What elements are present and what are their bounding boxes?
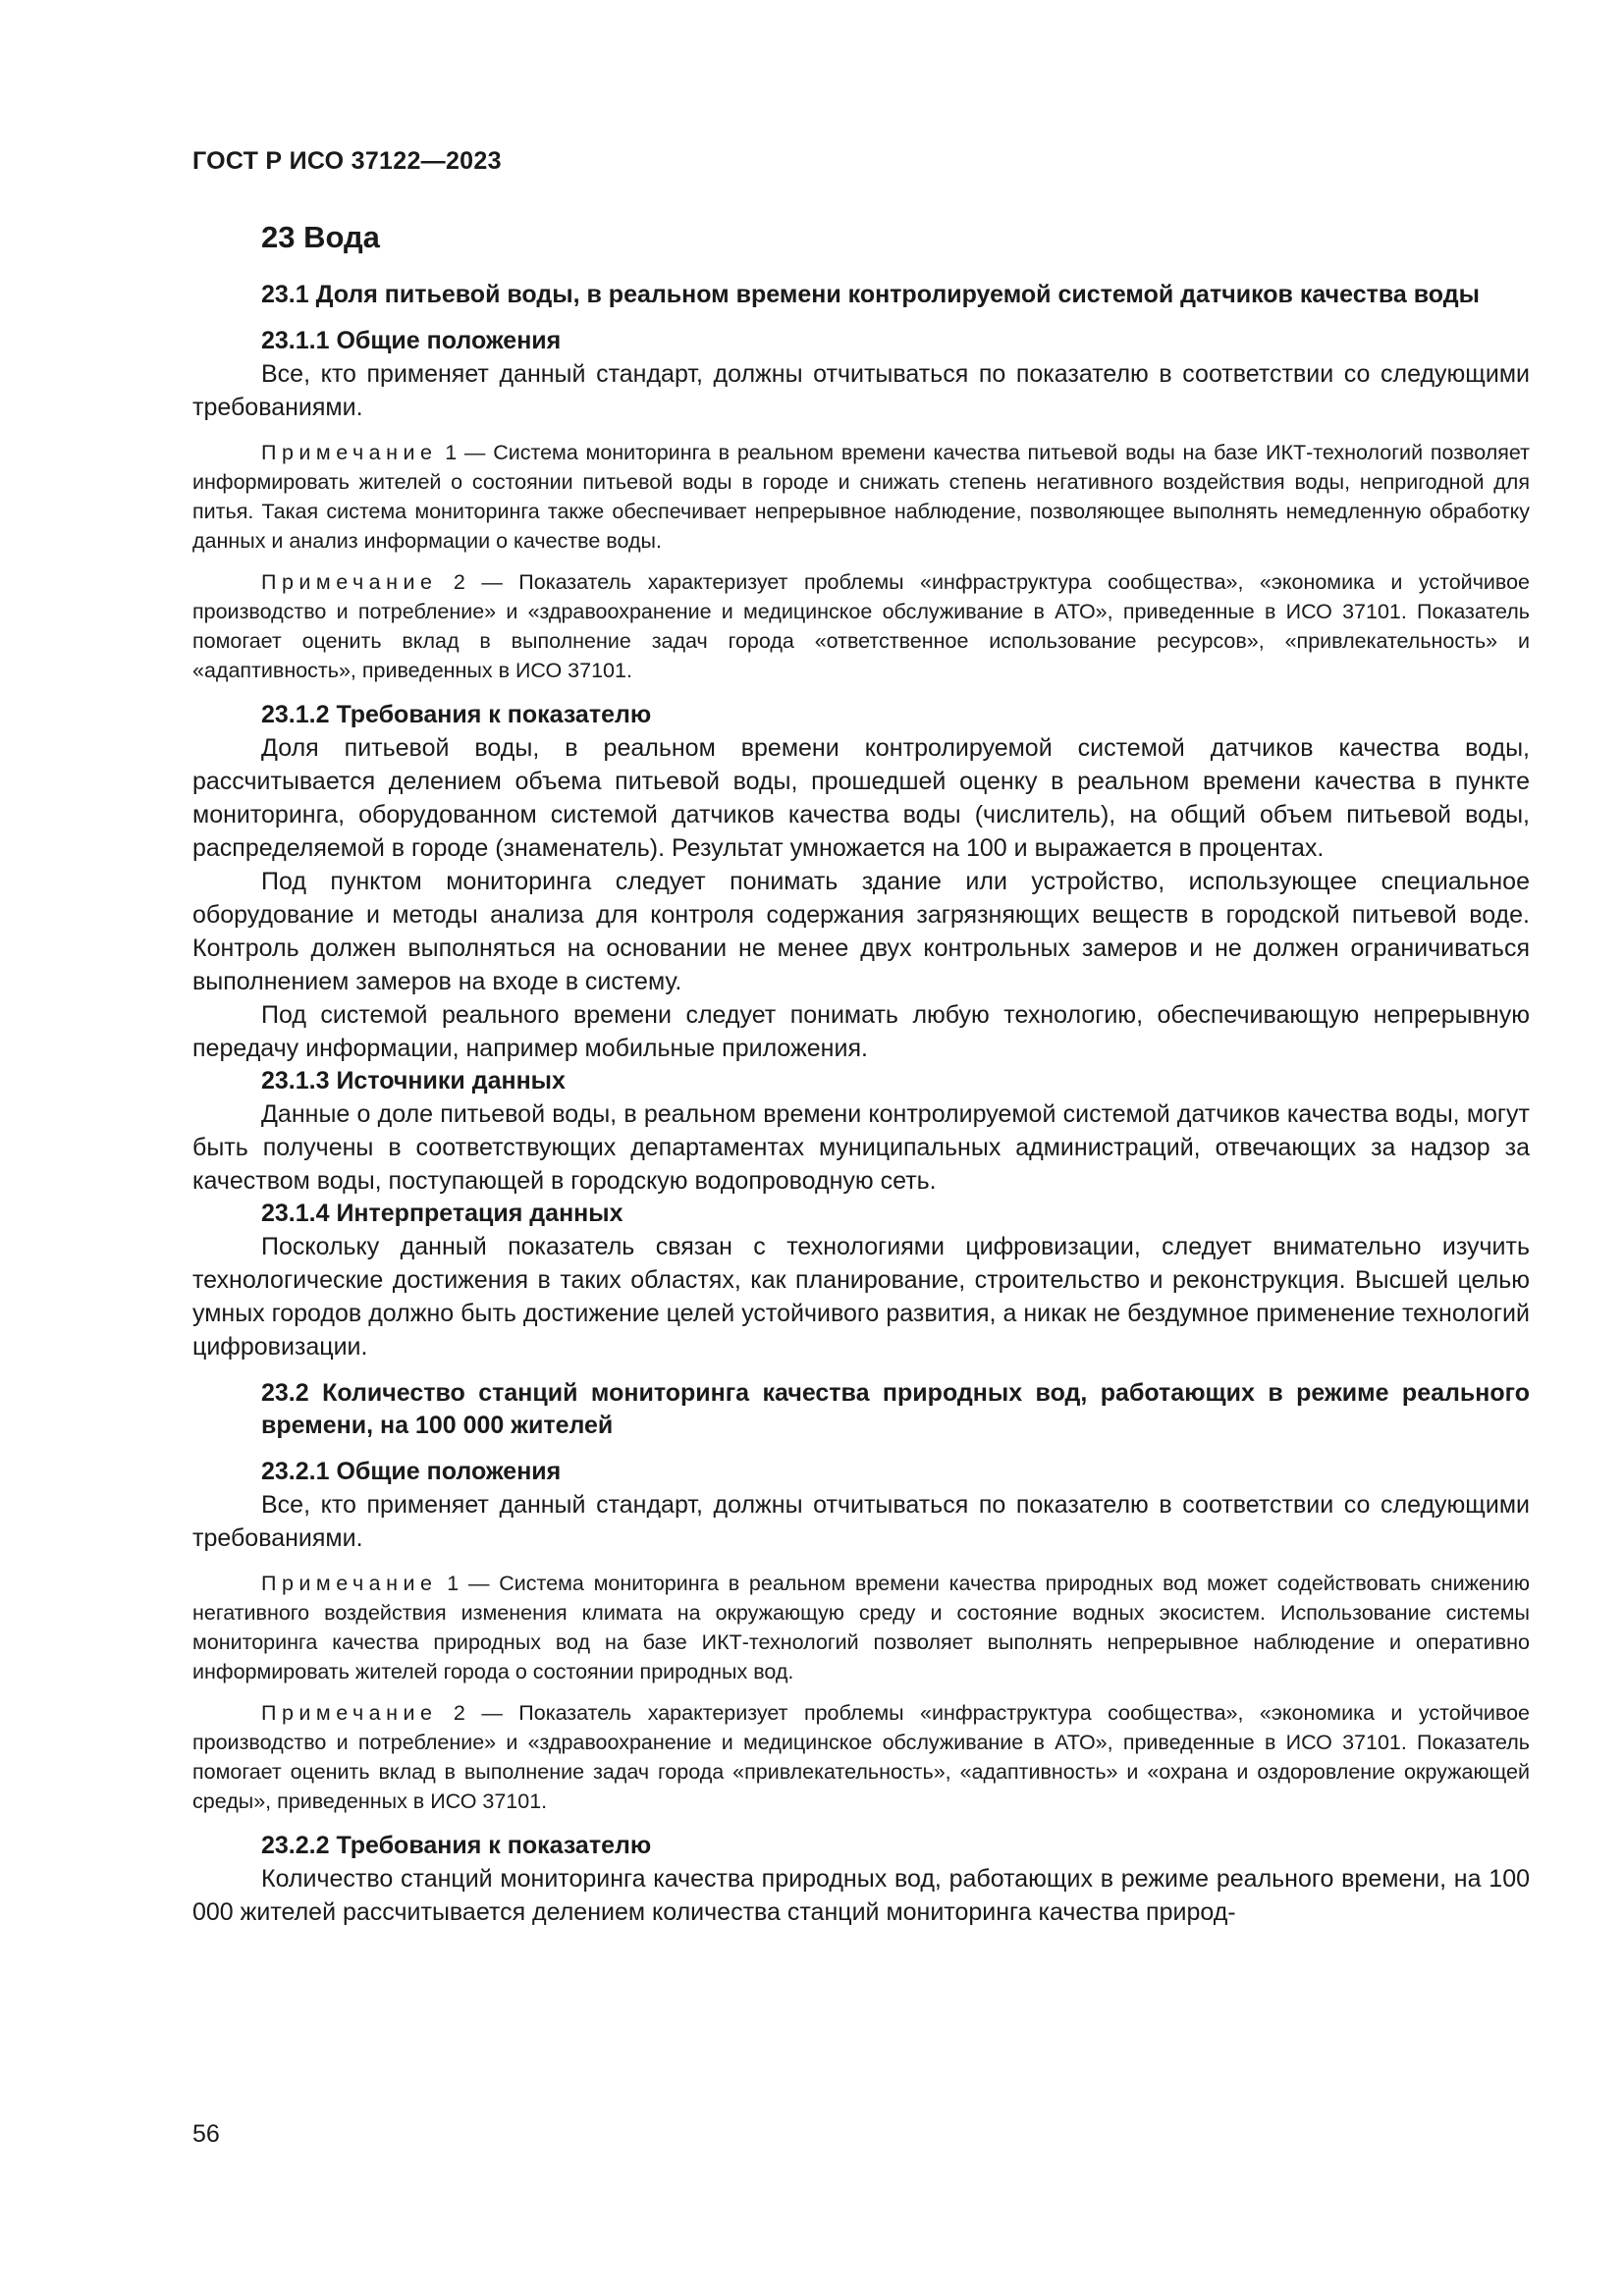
- page-number: 56: [192, 2120, 220, 2148]
- note-23-1-1-1: [192, 438, 1530, 556]
- clause-23-1-2-p3: Под системой реального времени следует понимать любую технологию, обеспечивающую непрерывную передачу информации, например мобильные приложения.: [192, 1001, 1530, 1062]
- clause-23-1-1-text: Все, кто применяет данный стандарт, должны отчитываться по показателю в соответствии со следующими требованиями.: [192, 360, 1530, 421]
- note-text: 1 — Система мониторинга в реальном времени качества природных вод может содействовать снижению негативного воздействия изменения климата на окружающую среду и состояние водных экосистем. Использование системы мониторинга качества природных вод на базе ИКТ-технологий позволяет выполнять непрерывное наблюдение и оперативно информировать жителей города о состоянии природных вод.: [192, 1572, 1530, 1683]
- clause-23-1-4-title: 23.1.4 Интерпретация данных: [261, 1200, 623, 1227]
- note-label: Примечание: [261, 1572, 438, 1595]
- subsection-23-2-title: 23.2 Количество станций мониторинга качества природных вод, работающих в режиме реального времени, на 100 000 жителей: [261, 1379, 1530, 1439]
- clause-23-1-2-title: 23.1.2 Требования к показателю: [261, 701, 652, 728]
- note-23-1-1-2: [192, 567, 1530, 685]
- clause-23-1-3-text: Данные о доле питьевой воды, в реальном времени контролируемой системой датчиков качества воды, могут быть получены в соответствующих департаментах муниципальных администраций, отвечающих за надзор за качеством воды, поступающей в городскую водопроводную сеть.: [192, 1100, 1530, 1195]
- note-text: 2 — Показатель характеризует проблемы «инфраструктура сообщества», «экономика и устойчивое производство и потребление» и «здравоохранение и медицинское обслуживание в АТО», приведенные в ИСО 37101. Показатель помогает оценить вклад в выполнение задач города «ответственное использование ресурсов», «привлекательность» и «адаптивность», приведенных в ИСО 37101.: [192, 570, 1530, 682]
- document-body: [192, 218, 1530, 1929]
- clause-23-1-2-p2: Под пунктом мониторинга следует понимать здание или устройство, использующее специальное оборудование и методы анализа для контроля содержания загрязняющих веществ в городской питьевой воде. Контроль должен выполняться на основании не менее двух контрольных замеров и не должен ограничиваться выполнением замеров на входе в систему.: [192, 868, 1530, 995]
- clause-23-1-1-title: 23.1.1 Общие положения: [261, 327, 562, 354]
- note-label: Примечание: [261, 441, 438, 464]
- clause-23-2-1-text: Все, кто применяет данный стандарт, должны отчитываться по показателю в соответствии со следующими требованиями.: [192, 1491, 1530, 1552]
- note-text: 2 — Показатель характеризует проблемы «инфраструктура сообщества», «экономика и устойчивое производство и потребление» и «здравоохранение и медицинское обслуживание в АТО», приведенные в ИСО 37101. Показатель помогает оценить вклад в выполнение задач города «привлекательность», «адаптивность» и «охрана и оздоровление окружающей среды», приведенных в ИСО 37101.: [192, 1701, 1530, 1813]
- standard-header: ГОСТ Р ИСО 37122—2023: [192, 147, 502, 175]
- note-23-2-1-2: [192, 1698, 1530, 1816]
- subsection-23-1-title: 23.1 Доля питьевой воды, в реальном времени контролируемой системой датчиков качества воды: [261, 281, 1480, 308]
- clause-23-1-4-text: Поскольку данный показатель связан с технологиями цифровизации, следует внимательно изучить технологические достижения в таких областях, как планирование, строительство и реконструкция. Высшей целью умных городов должно быть достижение целей устойчивого развития, а никак не бездумное применение технологий цифровизации.: [192, 1233, 1530, 1361]
- clause-23-2-2-p1: Количество станций мониторинга качества природных вод, работающих в режиме реального времени, на 100 000 жителей рассчитывается делением количества станций мониторинга качества природ-: [192, 1865, 1530, 1926]
- section-title: 23 Вода: [261, 220, 380, 254]
- note-label: Примечание: [261, 1701, 438, 1725]
- note-23-2-1-1: [192, 1569, 1530, 1686]
- clause-23-2-2-title: 23.2.2 Требования к показателю: [261, 1832, 652, 1859]
- clause-23-2-1-title: 23.2.1 Общие положения: [261, 1458, 562, 1485]
- clause-23-1-3-title: 23.1.3 Источники данных: [261, 1067, 566, 1095]
- clause-23-1-2-p1: Доля питьевой воды, в реальном времени контролируемой системой датчиков качества воды, рассчитывается делением объема питьевой воды, прошедшей оценку в реальном времени качества в пункте мониторинга, оборудованном системой датчиков качества воды (числитель), на общий объем питьевой воды, распределяемой в городе (знаменатель). Результат умножается на 100 и выражается в процентах.: [192, 734, 1530, 862]
- note-text: 1 — Система мониторинга в реальном времени качества питьевой воды на базе ИКТ-технологий позволяет информировать жителей о состоянии питьевой воды в городе и снижать степень негативного воздействия воды, непригодной для питья. Такая система мониторинга также обеспечивает непрерывное наблюдение, позволяющее выполнять немедленную обработку данных и анализ информации о качестве воды.: [192, 441, 1530, 553]
- note-label: Примечание: [261, 570, 438, 594]
